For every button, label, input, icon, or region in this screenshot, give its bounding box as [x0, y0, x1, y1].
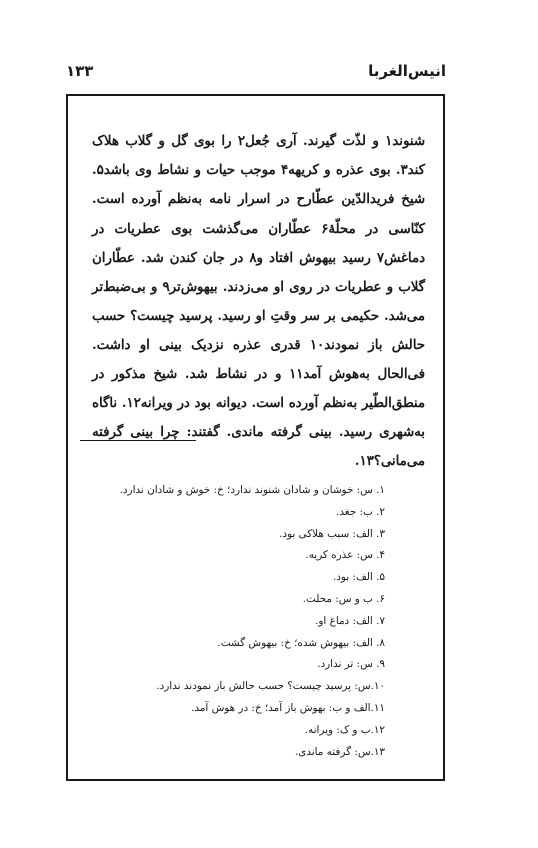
footnote: ۳. الف: سبب هلاکی بود.: [279, 527, 385, 540]
footnote: ۵. الف: بود.: [332, 571, 385, 584]
page-frame: [66, 94, 445, 781]
footnote: ۷. الف: دماغ او.: [315, 614, 385, 627]
footnote: ۴. س: عذره کریه.: [305, 549, 385, 562]
footnote: ۸. الف: بیهوش شده؛ خ: بیهوش گشت.: [217, 636, 385, 649]
footnote: ۶. ب و س: محلت.: [302, 592, 385, 605]
footnotes-list: [78, 480, 385, 763]
footnote: ۱۱.الف و ب: بهوش باز آمد؛ خ: در هوش آمد.: [191, 701, 385, 714]
running-title: انیس‌الغربا: [368, 62, 446, 80]
page-header: [66, 62, 446, 84]
footnote: ۱. س: خوشان و شادان شنوند ندارد؛ خ: خوش و شادان ندارد.: [119, 484, 385, 496]
footnote-separator: [80, 440, 196, 441]
footnote: ۱۰.س: پرسید چیست؟ حسب حالش باز نمودند ندارد.: [156, 680, 385, 693]
footnote: ۱۲.ب و ک: ویرانه.: [304, 723, 385, 736]
page-number: ۱۳۳: [66, 62, 94, 80]
footnote: ۲. ب: جغد.: [336, 505, 385, 518]
body-paragraph: شنوند۱ و لذّت گیرند. آری جُعل۲ را بوی گل و گلاب هلاک کند۳. بوی عذره و کریهه۴ موجب حیات و نشاط وی باشد۵. شیخ فریدالدّین عطّار‌ح در اسرار نامه به‌نظم آورده است. کنّاسی در محلّهٔ۶ عطّاران می‌گذشت بوی عطریات در دماغش۷ رسید بیهوش افتاد و۸ در جان کندن شد. عطّاران گلاب و عطریات در روی او می‌زدند. بیهوش‌تر۹ و بی‌ضبط‌تر می‌شد. حکیمی بر سر وقتِ او رسید. پرسید چیست؟ حسب حالش باز نمودند۱۰ قدری عذره نزدیک بینی او داشت. فی‌الحال به‌هوش آمد۱۱ و در نشاط شد. شیخ مذکور در منطق‌الطّیر به‌نظم آورده است. دیوانه بود در ویرانه۱۲. ناگاه به‌شهری رسید. بینی گرفته ماندی. گفتند: چرا بینی گرفته می‌مانی؟۱۳.: [92, 134, 425, 470]
footnote: ۱۳.س: گرفته ماندی.: [294, 745, 385, 758]
footnote: ۹. س: تر ندارد.: [317, 658, 385, 671]
